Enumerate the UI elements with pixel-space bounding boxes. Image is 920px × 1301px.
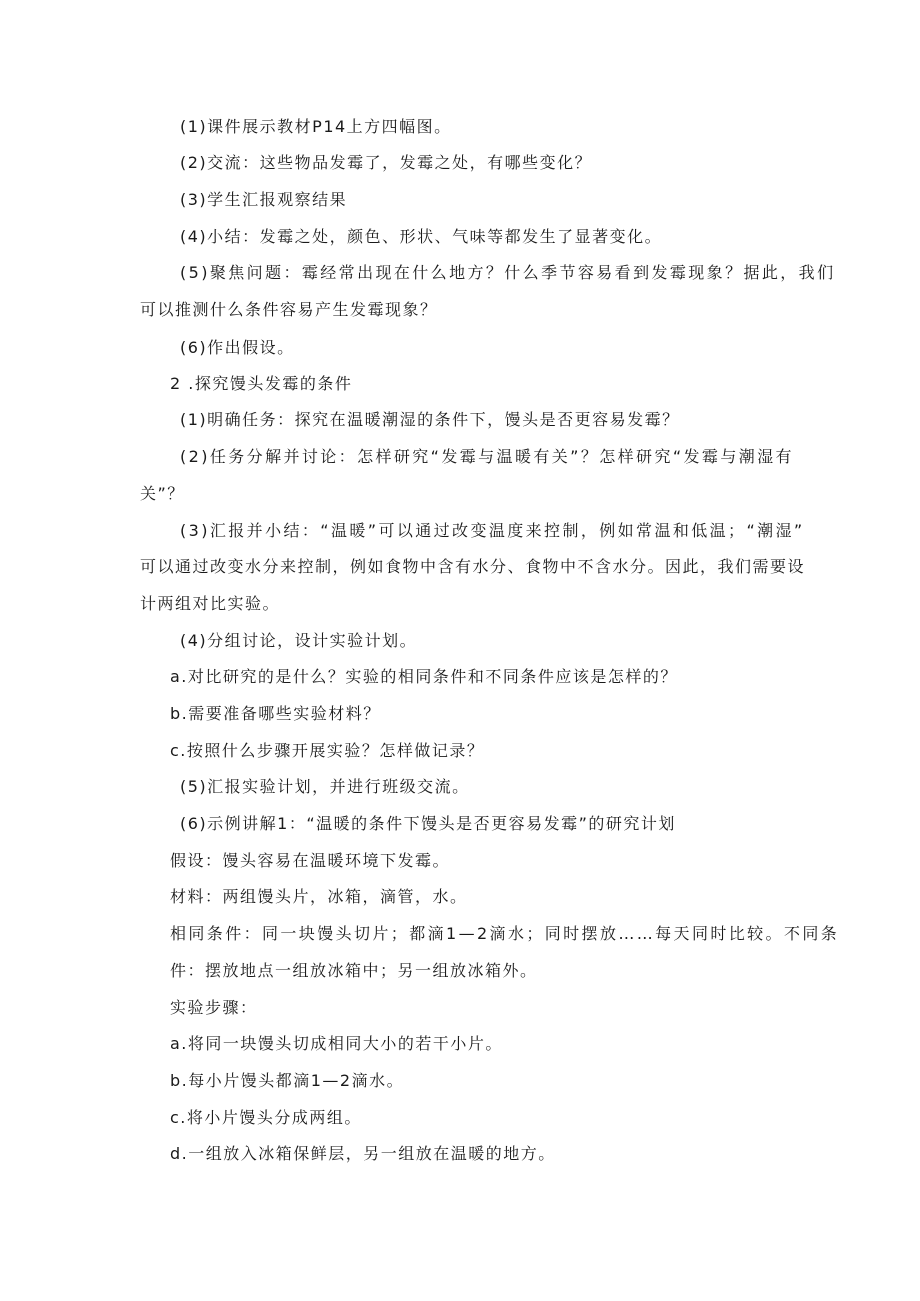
text-line: (4)小结：发霉之处，颜色、形状、气味等都发生了显著变化。: [180, 227, 663, 246]
text-line: (3)汇报并小结：“温暖”可以通过改变温度来控制，例如常温和低温；“潮湿”: [180, 521, 805, 540]
text-line: 假设：馒头容易在温暖环境下发霉。: [170, 851, 451, 870]
list-item: c.将小片馒头分成两组。: [170, 1108, 362, 1127]
text-line: (1)课件展示教材P14上方四幅图。: [180, 117, 452, 136]
list-item: b.每小片馒头都滴1—2滴水。: [170, 1071, 405, 1090]
text-line: 可以推测什么条件容易产生发霉现象？: [140, 300, 438, 319]
text-line: (2)任务分解并讨论：怎样研究“发霉与温暖有关”？怎样研究“发霉与潮湿有: [180, 447, 794, 466]
text-line: 相同条件：同一块馒头切片；都滴1—2滴水；同时摆放……每天同时比较。不同条: [170, 924, 840, 943]
text-line: 计两组对比实验。: [140, 594, 281, 613]
list-item: a.将同一块馒头切成相同大小的若干小片。: [170, 1034, 503, 1053]
text-line: (2)交流：这些物品发霉了，发霉之处，有哪些变化？: [180, 153, 593, 172]
text-line: 可以通过改变水分来控制，例如食物中含有水分、食物中不含水分。因此，我们需要设: [140, 557, 806, 576]
text-line: (5)聚焦问题：霉经常出现在什么地方？什么季节容易看到发霉现象？据此，我们: [180, 263, 836, 282]
text-line: (6)示例讲解1：“温暖的条件下馒头是否更容易发霉”的研究计划: [180, 814, 676, 833]
list-item: d.一组放入冰箱保鲜层，另一组放在温暖的地方。: [170, 1144, 556, 1163]
text-line: (5)汇报实验计划，并进行班级交流。: [180, 777, 470, 796]
text-line: 件：摆放地点一组放冰箱中；另一组放冰箱外。: [170, 961, 538, 980]
text-line: (6)作出假设。: [180, 338, 295, 357]
text-line: (1)明确任务：探究在温暖潮湿的条件下，馒头是否更容易发霉？: [180, 410, 680, 429]
list-item: c.按照什么步骤开展实验？怎样做记录？: [170, 741, 485, 760]
list-item: b.需要准备哪些实验材料？: [170, 704, 381, 723]
list-item: a.对比研究的是什么？实验的相同条件和不同条件应该是怎样的？: [170, 667, 678, 686]
text-line: 关”？: [140, 484, 185, 503]
text-line: 材料：两组馒头片，冰箱，滴管，水。: [170, 887, 468, 906]
section-heading: 2 .探究馒头发霉的条件: [170, 374, 353, 393]
text-line: (3)学生汇报观察结果: [180, 190, 348, 209]
text-line: 实验步骤：: [170, 998, 258, 1017]
text-line: (4)分组讨论，设计实验计划。: [180, 631, 418, 650]
